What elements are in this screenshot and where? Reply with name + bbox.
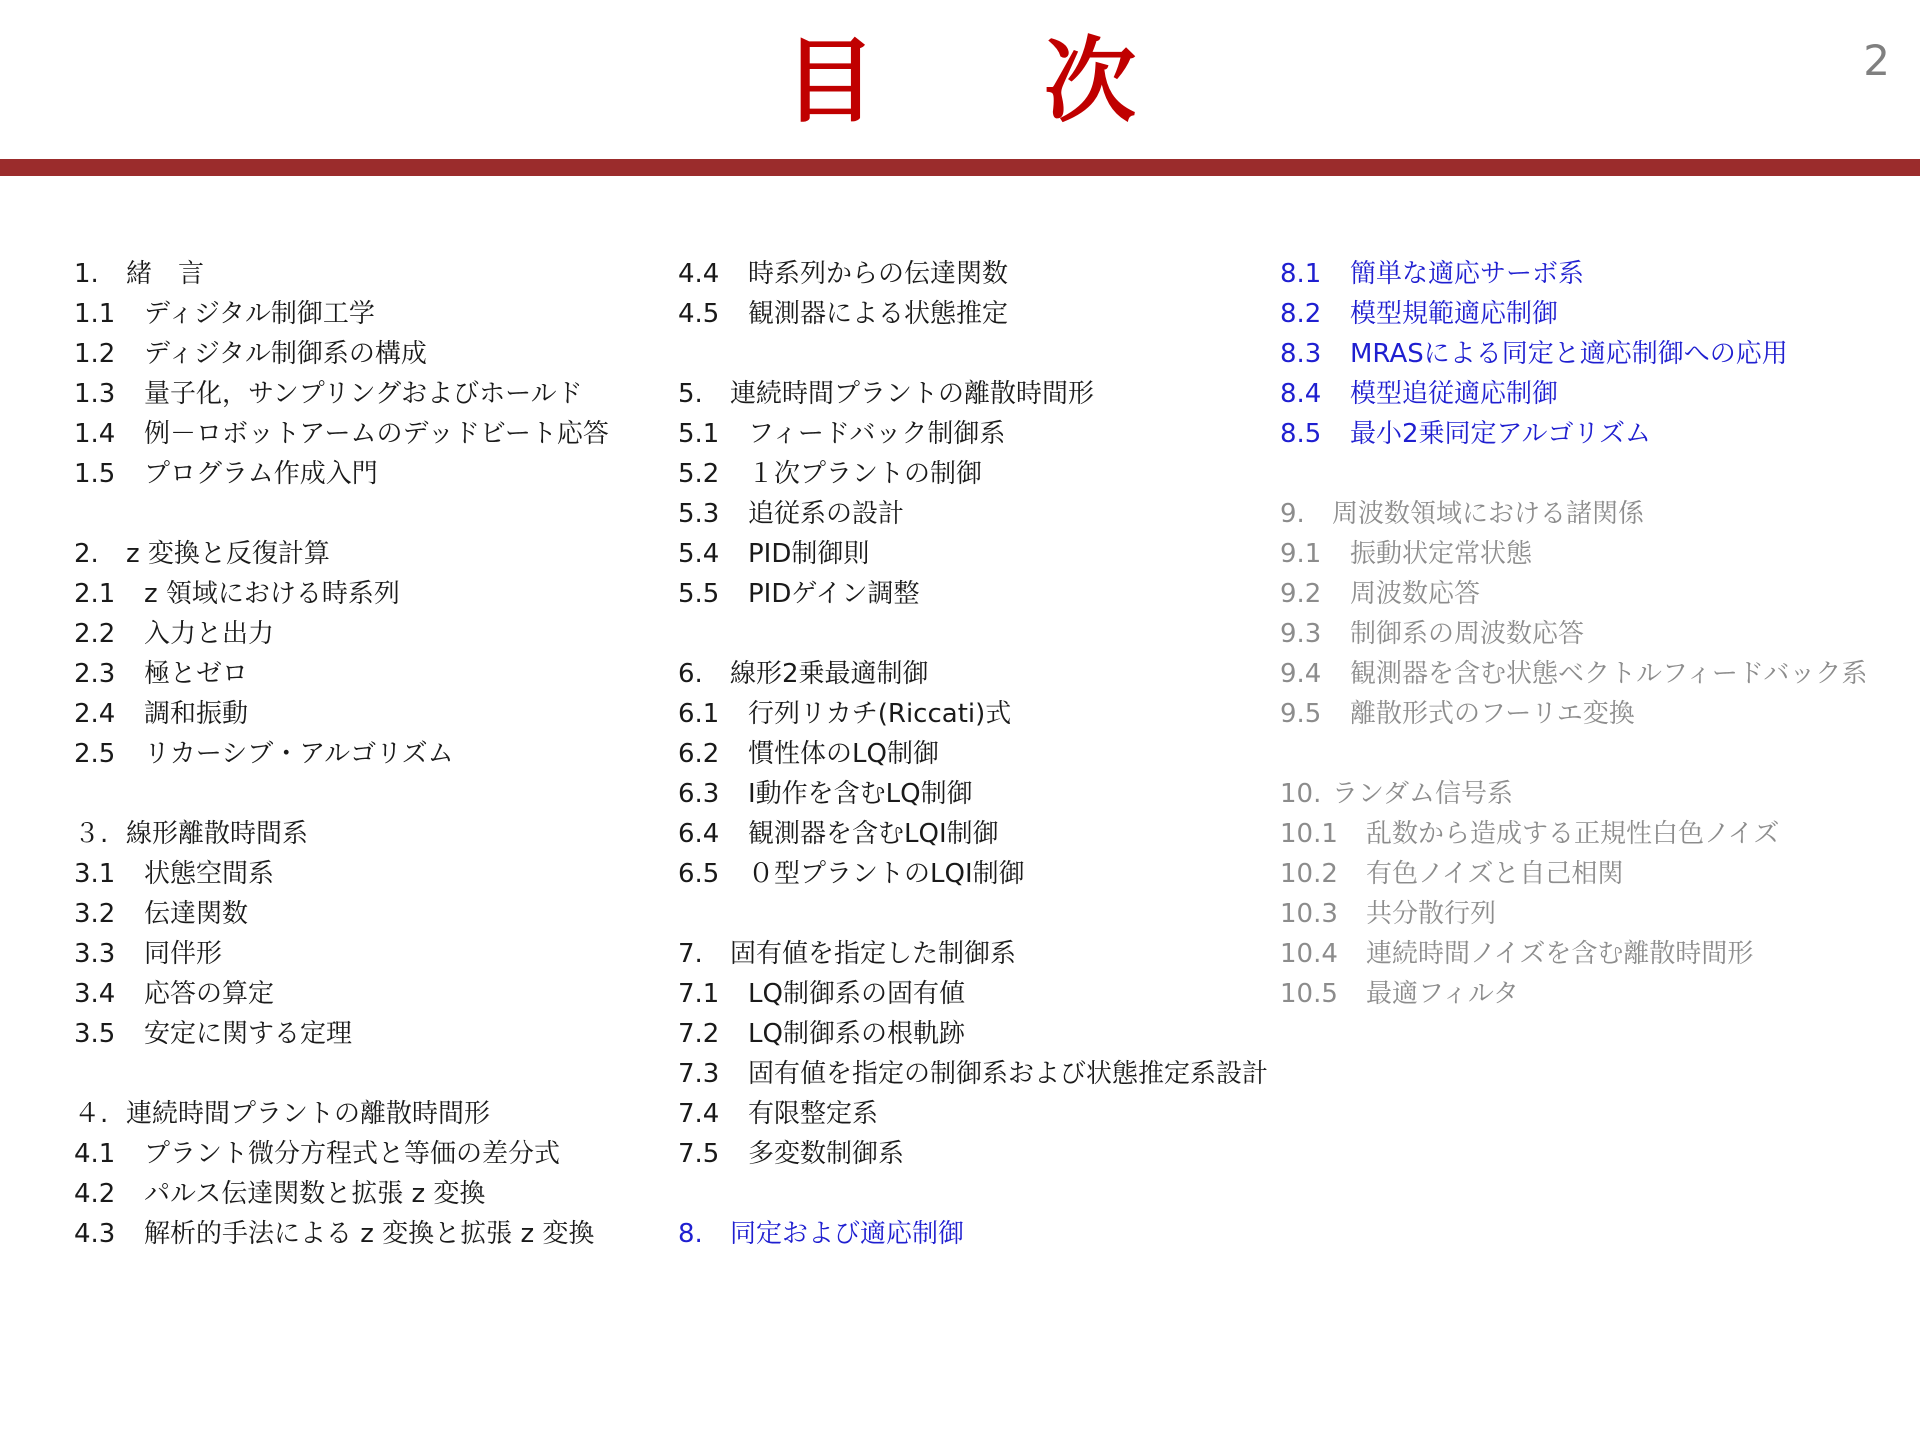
- toc-entry: [1280, 894, 1900, 934]
- toc-number: 3.3: [74, 939, 116, 969]
- toc-number: 7.: [678, 939, 703, 969]
- toc-number: 8.3: [1280, 339, 1322, 369]
- toc-number: 5.3: [678, 499, 720, 529]
- toc-title: プラント微分方程式と等価の差分式: [144, 1139, 561, 1169]
- toc-spacer: [74, 1054, 654, 1094]
- toc-number: 7.1: [678, 979, 720, 1009]
- toc-number: 8.: [678, 1219, 703, 1249]
- toc-title: 観測器を含む状態ベクトルフィードバック系: [1350, 659, 1868, 689]
- toc-title: 制御系の周波数応答: [1350, 619, 1585, 649]
- page-title: 目 次: [783, 28, 1205, 135]
- toc-entry: [678, 934, 1278, 974]
- toc-entry: [678, 374, 1278, 414]
- toc-entry: [678, 974, 1278, 1014]
- toc-title: 量子化，サンプリングおよびホールド: [144, 379, 583, 409]
- toc-title: 有色ノイズと自己相関: [1366, 859, 1624, 889]
- toc-entry: [678, 494, 1278, 534]
- toc-title: プログラム作成入門: [144, 459, 378, 489]
- toc-number: 2.3: [74, 659, 116, 689]
- toc-title: 時系列からの伝達関数: [748, 259, 1009, 289]
- toc-title: 調和振動: [144, 699, 249, 729]
- toc-title: 状態空間系: [144, 859, 275, 889]
- toc-entry: [1280, 534, 1900, 574]
- toc-number: 1.2: [74, 339, 116, 369]
- toc-number: 10.5: [1280, 979, 1338, 1009]
- toc-spacer: [678, 894, 1278, 934]
- toc-entry: [1280, 374, 1900, 414]
- toc-number: 8.4: [1280, 379, 1322, 409]
- toc-number: 1.5: [74, 459, 116, 489]
- toc-entry: [1280, 574, 1900, 614]
- toc-entry: [1280, 614, 1900, 654]
- toc-title: 同定および適応制御: [730, 1219, 965, 1249]
- toc-number: 9.1: [1280, 539, 1322, 569]
- toc-title: LQ制御系の固有値: [748, 979, 965, 1009]
- toc-title: 振動状定常状態: [1350, 539, 1533, 569]
- toc-entry: [1280, 294, 1900, 334]
- toc-number: 3.4: [74, 979, 116, 1009]
- toc-entry: [74, 1214, 654, 1254]
- toc-number: 6.: [678, 659, 703, 689]
- toc-title: 固有値を指定した制御系: [730, 939, 1017, 969]
- toc-number: 5.: [678, 379, 703, 409]
- toc-entry: [74, 814, 654, 854]
- toc-entry: [678, 1054, 1278, 1094]
- toc-entry: [1280, 254, 1900, 294]
- toc-number: 6.5: [678, 859, 720, 889]
- toc-entry: [1280, 494, 1900, 534]
- toc-title: 多変数制御系: [748, 1139, 905, 1169]
- toc-entry: [74, 294, 654, 334]
- toc-title: 線形2乗最適制御: [730, 659, 929, 689]
- toc-title: 乱数から造成する正規性白色ノイズ: [1366, 819, 1780, 849]
- toc-entry: [74, 894, 654, 934]
- toc-number: 2.4: [74, 699, 116, 729]
- toc-entry: [74, 1174, 654, 1214]
- toc-spacer: [1280, 734, 1900, 774]
- toc-title: LQ制御系の根軌跡: [748, 1019, 965, 1049]
- toc-number: 9.3: [1280, 619, 1322, 649]
- toc-title: 慣性体のLQ制御: [748, 739, 939, 769]
- toc-entry: [1280, 654, 1900, 694]
- toc-title: フィードバック制御系: [748, 419, 1006, 449]
- toc-entry: [678, 814, 1278, 854]
- toc-entry: [1280, 854, 1900, 894]
- toc-entry: [678, 534, 1278, 574]
- toc-number: 10.1: [1280, 819, 1338, 849]
- toc-entry: [74, 1134, 654, 1174]
- toc-title: z 変換と反復計算: [126, 539, 330, 569]
- toc-title: 観測器による状態推定: [748, 299, 1009, 329]
- page-number: 2: [1863, 36, 1890, 85]
- toc-entry: [74, 654, 654, 694]
- toc-title: PID制御則: [748, 539, 870, 569]
- toc-title: 最小2乗同定アルゴリズム: [1350, 419, 1651, 449]
- toc-entry: [1280, 414, 1900, 454]
- toc-entry: [678, 414, 1278, 454]
- toc-number: 9.5: [1280, 699, 1322, 729]
- toc-title: １次プラントの制御: [748, 459, 983, 489]
- toc-number: 2.1: [74, 579, 116, 609]
- toc-title: 最適フィルタ: [1366, 979, 1519, 1009]
- toc-entry: [678, 1014, 1278, 1054]
- toc-title: 行列リカチ(Riccati)式: [748, 699, 1012, 729]
- toc-number: 6.4: [678, 819, 720, 849]
- toc-title: 模型追従適応制御: [1350, 379, 1559, 409]
- toc-entry: [74, 614, 654, 654]
- toc-title: 簡単な適応サーボ系: [1350, 259, 1585, 289]
- toc-number: 10.2: [1280, 859, 1338, 889]
- toc-entry: [1280, 694, 1900, 734]
- toc-number: 9.: [1280, 499, 1305, 529]
- toc-entry: [678, 734, 1278, 774]
- toc-entry: [1280, 934, 1900, 974]
- toc-number: 3.5: [74, 1019, 116, 1049]
- toc-number: 7.2: [678, 1019, 720, 1049]
- toc-number: 4.5: [678, 299, 720, 329]
- toc-number: 5.5: [678, 579, 720, 609]
- toc-entry: [678, 774, 1278, 814]
- toc-entry: [74, 534, 654, 574]
- toc-title: MRASによる同定と適応制御への応用: [1350, 339, 1788, 369]
- toc-number: 3.2: [74, 899, 116, 929]
- toc-number: 8.1: [1280, 259, 1322, 289]
- toc-number: 10.4: [1280, 939, 1338, 969]
- toc-title: 周波数領域における諸関係: [1332, 499, 1645, 529]
- toc-title: パルス伝達関数と拡張 z 変換: [144, 1179, 486, 1209]
- toc-number: 5.2: [678, 459, 720, 489]
- toc-column-3: [1280, 254, 1900, 1014]
- toc-entry: [74, 1014, 654, 1054]
- toc-number: 9.4: [1280, 659, 1322, 689]
- toc-title: 極とゼロ: [144, 659, 249, 689]
- toc-number: 2.: [74, 539, 99, 569]
- toc-entry: [74, 1094, 654, 1134]
- toc-title: ランダム信号系: [1332, 779, 1513, 809]
- toc-title: 入力と出力: [144, 619, 275, 649]
- toc-number: 1.4: [74, 419, 116, 449]
- toc-number: 1.3: [74, 379, 116, 409]
- toc-entry: [678, 294, 1278, 334]
- toc-entry: [678, 1094, 1278, 1134]
- toc-number: 9.2: [1280, 579, 1322, 609]
- toc-title: 周波数応答: [1350, 579, 1481, 609]
- toc-number: 10.: [1280, 779, 1322, 809]
- toc-title: 固有値を指定の制御系および状態推定系設計: [748, 1059, 1269, 1089]
- toc-title: ディジタル制御系の構成: [144, 339, 427, 369]
- toc-number: 10.3: [1280, 899, 1338, 929]
- toc-entry: [678, 1134, 1278, 1174]
- toc-entry: [1280, 334, 1900, 374]
- toc-spacer: [678, 614, 1278, 654]
- toc-entry: [74, 694, 654, 734]
- toc-spacer: [74, 774, 654, 814]
- toc-title: 観測器を含むLQI制御: [748, 819, 999, 849]
- toc-title: ディジタル制御工学: [144, 299, 375, 329]
- toc-spacer: [74, 494, 654, 534]
- toc-number: 1.: [74, 259, 99, 289]
- toc-number: 8.5: [1280, 419, 1322, 449]
- toc-number: 7.4: [678, 1099, 720, 1129]
- toc-title: 例－ロボットアームのデッドビート応答: [144, 419, 609, 449]
- toc-title: 連続時間プラントの離散時間形: [730, 379, 1095, 409]
- toc-entry: [74, 374, 654, 414]
- toc-number: 6.2: [678, 739, 720, 769]
- toc-entry: [74, 574, 654, 614]
- toc-entry: [678, 654, 1278, 694]
- toc-entry: [678, 574, 1278, 614]
- toc-title: 共分散行列: [1366, 899, 1497, 929]
- toc-entry: [74, 454, 654, 494]
- toc-entry: [74, 934, 654, 974]
- toc-entry: [1280, 974, 1900, 1014]
- toc-entry: [74, 334, 654, 374]
- toc-number: 2.2: [74, 619, 116, 649]
- toc-title: 連続時間ノイズを含む離散時間形: [1366, 939, 1754, 969]
- toc-entry: [1280, 774, 1900, 814]
- toc-entry: [678, 1214, 1278, 1254]
- toc-entry: [74, 414, 654, 454]
- toc-number: ４.: [74, 1099, 109, 1129]
- toc-title: PIDゲイン調整: [748, 579, 920, 609]
- toc-title: I動作を含むLQ制御: [748, 779, 973, 809]
- toc-title: 緒 言: [126, 259, 205, 289]
- toc-title: 応答の算定: [144, 979, 275, 1009]
- toc-number: 4.3: [74, 1219, 116, 1249]
- toc-title: 有限整定系: [748, 1099, 879, 1129]
- toc-number: 2.5: [74, 739, 116, 769]
- toc-entry: [1280, 814, 1900, 854]
- toc-title: 安定に関する定理: [144, 1019, 353, 1049]
- toc-spacer: [678, 334, 1278, 374]
- toc-title: 離散形式のフーリエ変換: [1350, 699, 1635, 729]
- toc-column-2: [678, 254, 1278, 1254]
- toc-number: ３.: [74, 819, 109, 849]
- toc-entry: [678, 254, 1278, 294]
- toc-number: 7.5: [678, 1139, 720, 1169]
- toc-number: 6.1: [678, 699, 720, 729]
- toc-entry: [678, 854, 1278, 894]
- toc-title: z 領域における時系列: [144, 579, 400, 609]
- toc-number: 6.3: [678, 779, 720, 809]
- toc-number: 4.4: [678, 259, 720, 289]
- toc-title: 伝達関数: [144, 899, 249, 929]
- toc-entry: [74, 854, 654, 894]
- toc-entry: [74, 974, 654, 1014]
- toc-title: 同伴形: [144, 939, 223, 969]
- header-divider: [0, 159, 1920, 176]
- toc-entry: [678, 694, 1278, 734]
- toc-entry: [74, 734, 654, 774]
- toc-title: 連続時間プラントの離散時間形: [126, 1099, 491, 1129]
- toc-number: 3.1: [74, 859, 116, 889]
- toc-column-1: [74, 254, 654, 1254]
- toc-title: ０型プラントのLQI制御: [748, 859, 1025, 889]
- toc-spacer: [1280, 454, 1900, 494]
- toc-entry: [74, 254, 654, 294]
- toc-title: 模型規範適応制御: [1350, 299, 1559, 329]
- toc-number: 5.4: [678, 539, 720, 569]
- toc-number: 8.2: [1280, 299, 1322, 329]
- toc-number: 5.1: [678, 419, 720, 449]
- toc-number: 4.2: [74, 1179, 116, 1209]
- toc-title: 追従系の設計: [748, 499, 905, 529]
- toc-number: 1.1: [74, 299, 116, 329]
- toc-title: 解析的手法による z 変換と拡張 z 変換: [144, 1219, 595, 1249]
- toc-number: 4.1: [74, 1139, 116, 1169]
- toc-title: 線形離散時間系: [126, 819, 309, 849]
- toc-title: リカーシブ・アルゴリズム: [144, 739, 454, 769]
- toc-entry: [678, 454, 1278, 494]
- toc-number: 7.3: [678, 1059, 720, 1089]
- toc-spacer: [678, 1174, 1278, 1214]
